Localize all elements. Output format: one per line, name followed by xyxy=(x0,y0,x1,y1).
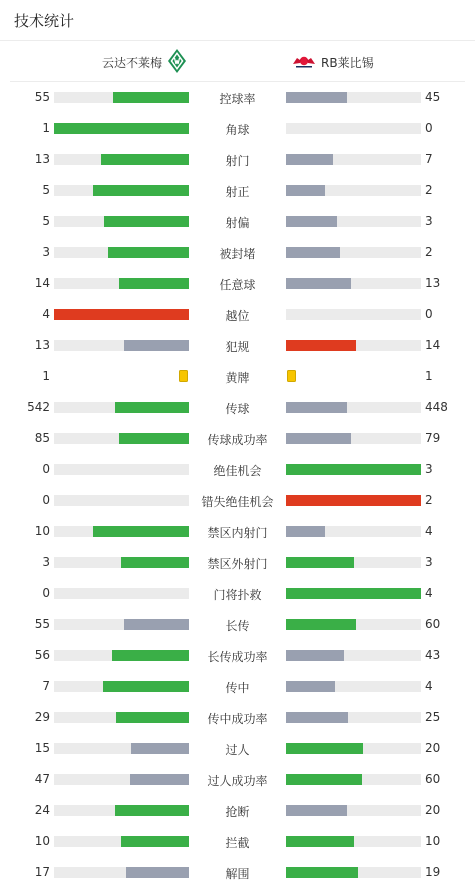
home-value: 13 xyxy=(34,152,50,166)
home-value: 29 xyxy=(34,710,50,724)
stat-label: 长传 xyxy=(225,619,250,633)
away-bar-track xyxy=(286,92,421,103)
away-bar-fill xyxy=(286,464,421,475)
away-value: 43 xyxy=(425,648,441,662)
stat-row xyxy=(0,82,475,113)
page-title: 技术统计 xyxy=(14,12,75,30)
home-bar-fill xyxy=(115,805,189,816)
away-bar-track xyxy=(286,743,421,754)
home-bar-fill xyxy=(126,867,189,878)
home-value: 47 xyxy=(34,772,50,786)
stat-row xyxy=(0,640,475,671)
home-bar-track xyxy=(54,774,189,785)
away-bar-fill xyxy=(286,774,362,785)
home-bar-fill xyxy=(112,650,189,661)
stats-list xyxy=(0,82,475,888)
home-value: 85 xyxy=(34,431,50,445)
stat-row xyxy=(0,454,475,485)
stat-row xyxy=(0,392,475,423)
away-bar-fill xyxy=(286,495,421,506)
stat-label: 门将扑救 xyxy=(213,588,262,602)
home-value: 1 xyxy=(42,369,50,383)
stat-row xyxy=(0,299,475,330)
home-value: 10 xyxy=(34,834,50,848)
away-bar-track xyxy=(286,402,421,413)
stat-label: 禁区外射门 xyxy=(207,557,268,571)
home-bar-track xyxy=(54,619,189,630)
home-bar-fill xyxy=(103,681,189,692)
stat-row xyxy=(0,578,475,609)
home-value: 3 xyxy=(42,555,50,569)
stat-row xyxy=(0,361,475,392)
stat-row xyxy=(0,113,475,144)
away-value: 4 xyxy=(425,679,433,693)
stat-row xyxy=(0,144,475,175)
home-bar-track xyxy=(54,805,189,816)
away-bar-fill xyxy=(286,154,333,165)
away-bar-fill xyxy=(286,247,340,258)
away-bar-fill xyxy=(286,650,344,661)
away-value: 3 xyxy=(425,555,433,569)
stat-label: 长传成功率 xyxy=(207,650,268,664)
home-bar-fill xyxy=(121,557,189,568)
stat-row xyxy=(0,826,475,857)
home-value: 14 xyxy=(34,276,50,290)
away-value: 1 xyxy=(425,369,433,383)
away-value: 3 xyxy=(425,462,433,476)
away-bar-track xyxy=(286,123,421,134)
home-value: 542 xyxy=(27,400,50,414)
away-bar-fill xyxy=(286,92,347,103)
stat-row xyxy=(0,671,475,702)
home-bar-track xyxy=(54,123,189,134)
away-bar-fill xyxy=(286,743,363,754)
stat-label: 犯规 xyxy=(225,340,250,354)
home-bar-fill xyxy=(113,92,189,103)
home-bar-track xyxy=(54,557,189,568)
home-value: 55 xyxy=(34,90,50,104)
away-bar-fill xyxy=(286,712,348,723)
stat-label: 禁区内射门 xyxy=(207,526,268,540)
away-bar-fill xyxy=(286,340,356,351)
home-bar-fill xyxy=(124,340,189,351)
away-bar-track xyxy=(286,309,421,320)
home-value: 15 xyxy=(34,741,50,755)
away-bar-track xyxy=(286,836,421,847)
home-value: 0 xyxy=(42,586,50,600)
away-value: 2 xyxy=(425,493,433,507)
stat-label: 过人 xyxy=(225,743,250,757)
yellow-card-icon xyxy=(179,370,188,382)
home-bar-track xyxy=(54,154,189,165)
stat-label: 传中成功率 xyxy=(207,712,268,726)
away-bar-track xyxy=(286,588,421,599)
home-bar-fill xyxy=(119,278,189,289)
stat-row xyxy=(0,702,475,733)
home-value: 24 xyxy=(34,803,50,817)
home-bar-fill xyxy=(116,712,189,723)
away-bar-track xyxy=(286,247,421,258)
stat-label: 错失绝佳机会 xyxy=(201,495,274,509)
away-value: 4 xyxy=(425,524,433,538)
home-bar-track xyxy=(54,743,189,754)
home-value: 3 xyxy=(42,245,50,259)
home-bar-fill xyxy=(101,154,189,165)
home-bar-track xyxy=(54,340,189,351)
home-bar-track xyxy=(54,278,189,289)
stat-row xyxy=(0,268,475,299)
home-bar-track xyxy=(54,650,189,661)
away-bar-fill xyxy=(286,185,325,196)
stat-label: 绝佳机会 xyxy=(213,464,262,478)
away-bar-track xyxy=(286,867,421,878)
home-bar-fill xyxy=(54,309,189,320)
away-value: 2 xyxy=(425,245,433,259)
home-bar-fill xyxy=(121,836,189,847)
home-bar-track xyxy=(54,247,189,258)
stat-row xyxy=(0,733,475,764)
away-bar-fill xyxy=(286,805,347,816)
home-bar-track xyxy=(54,712,189,723)
home-value: 56 xyxy=(34,648,50,662)
home-bar-track xyxy=(54,309,189,320)
away-bar-fill xyxy=(286,836,354,847)
away-bar-track xyxy=(286,185,421,196)
home-value: 0 xyxy=(42,493,50,507)
home-value: 17 xyxy=(34,865,50,879)
home-bar-track xyxy=(54,464,189,475)
home-bar-fill xyxy=(54,123,189,134)
home-value: 13 xyxy=(34,338,50,352)
home-bar-fill xyxy=(130,774,189,785)
away-bar-track xyxy=(286,340,421,351)
home-bar-fill xyxy=(119,433,189,444)
home-bar-track xyxy=(54,92,189,103)
stat-label: 任意球 xyxy=(219,278,256,292)
stat-row xyxy=(0,516,475,547)
away-value: 60 xyxy=(425,772,441,786)
stat-label: 射偏 xyxy=(225,216,250,230)
away-bar-track xyxy=(286,650,421,661)
away-value: 79 xyxy=(425,431,441,445)
home-bar-track xyxy=(54,836,189,847)
stat-label: 传球 xyxy=(225,402,250,416)
home-bar-fill xyxy=(124,619,189,630)
away-value: 3 xyxy=(425,214,433,228)
away-bar-fill xyxy=(286,402,347,413)
away-bar-fill xyxy=(286,278,351,289)
away-bar-track xyxy=(286,464,421,475)
stat-row xyxy=(0,206,475,237)
stat-row xyxy=(0,423,475,454)
stat-label: 越位 xyxy=(225,309,250,323)
away-bar-fill xyxy=(286,526,325,537)
away-bar-track xyxy=(286,805,421,816)
away-team-name: RB莱比锡 xyxy=(321,55,374,70)
stat-label: 射门 xyxy=(225,154,250,168)
home-value: 7 xyxy=(42,679,50,693)
home-value: 4 xyxy=(42,307,50,321)
home-bar-track xyxy=(54,402,189,413)
stat-row xyxy=(0,795,475,826)
home-value: 1 xyxy=(42,121,50,135)
away-bar-track xyxy=(286,557,421,568)
rb-leipzig-logo-icon xyxy=(292,53,316,72)
away-value: 14 xyxy=(425,338,441,352)
home-bar-fill xyxy=(115,402,189,413)
away-bar-track xyxy=(286,278,421,289)
away-value: 20 xyxy=(425,803,441,817)
stat-row xyxy=(0,609,475,640)
home-bar-track xyxy=(54,867,189,878)
home-value: 0 xyxy=(42,462,50,476)
away-value: 19 xyxy=(425,865,441,879)
away-value: 2 xyxy=(425,183,433,197)
away-bar-track xyxy=(286,216,421,227)
home-team[interactable] xyxy=(102,50,186,74)
away-value: 45 xyxy=(425,90,441,104)
away-value: 0 xyxy=(425,307,433,321)
away-value: 7 xyxy=(425,152,433,166)
away-value: 25 xyxy=(425,710,441,724)
home-bar-track xyxy=(54,216,189,227)
stat-label: 角球 xyxy=(225,123,250,137)
stat-label: 传中 xyxy=(225,681,250,695)
stat-label: 控球率 xyxy=(219,92,256,106)
away-value: 4 xyxy=(425,586,433,600)
away-bar-track xyxy=(286,774,421,785)
away-bar-track xyxy=(286,495,421,506)
stat-label: 传球成功率 xyxy=(207,433,268,447)
stat-row xyxy=(0,547,475,578)
away-value: 448 xyxy=(425,400,448,414)
away-bar-fill xyxy=(286,867,358,878)
home-bar-fill xyxy=(93,185,189,196)
away-value: 20 xyxy=(425,741,441,755)
werder-bremen-logo-icon xyxy=(168,49,186,76)
stat-row xyxy=(0,175,475,206)
away-bar-fill xyxy=(286,619,356,630)
away-team[interactable] xyxy=(292,50,374,74)
page-header xyxy=(0,0,475,41)
away-bar-track xyxy=(286,154,421,165)
stat-row xyxy=(0,764,475,795)
home-bar-track xyxy=(54,433,189,444)
stat-label: 射正 xyxy=(225,185,250,199)
away-bar-track xyxy=(286,619,421,630)
away-bar-track xyxy=(286,712,421,723)
home-bar-track xyxy=(54,681,189,692)
away-bar-track xyxy=(286,433,421,444)
stat-label: 被封堵 xyxy=(219,247,256,261)
stat-label: 黄牌 xyxy=(225,371,250,385)
home-value: 5 xyxy=(42,183,50,197)
away-bar-fill xyxy=(286,216,337,227)
away-bar-fill xyxy=(286,588,421,599)
stat-label: 过人成功率 xyxy=(207,774,268,788)
stat-row xyxy=(0,857,475,888)
home-bar-track xyxy=(54,495,189,506)
home-bar-track xyxy=(54,588,189,599)
away-bar-fill xyxy=(286,681,335,692)
home-bar-fill xyxy=(104,216,189,227)
stat-label: 抢断 xyxy=(225,805,250,819)
away-value: 13 xyxy=(425,276,441,290)
yellow-card-icon xyxy=(287,370,296,382)
away-bar-track xyxy=(286,681,421,692)
home-value: 10 xyxy=(34,524,50,538)
stat-row xyxy=(0,485,475,516)
home-value: 5 xyxy=(42,214,50,228)
stat-row xyxy=(0,330,475,361)
home-value: 55 xyxy=(34,617,50,631)
stat-row xyxy=(0,237,475,268)
away-bar-track xyxy=(286,526,421,537)
home-bar-fill xyxy=(131,743,189,754)
away-value: 0 xyxy=(425,121,433,135)
home-bar-fill xyxy=(108,247,189,258)
away-value: 10 xyxy=(425,834,441,848)
home-bar-track xyxy=(54,526,189,537)
away-value: 60 xyxy=(425,617,441,631)
stat-label: 解围 xyxy=(225,867,250,881)
home-team-name: 云达不莱梅 xyxy=(102,55,163,70)
stat-label: 拦截 xyxy=(225,836,250,850)
away-bar-fill xyxy=(286,557,354,568)
home-bar-fill xyxy=(93,526,189,537)
away-bar-fill xyxy=(286,433,351,444)
team-header xyxy=(10,41,465,82)
home-bar-track xyxy=(54,185,189,196)
